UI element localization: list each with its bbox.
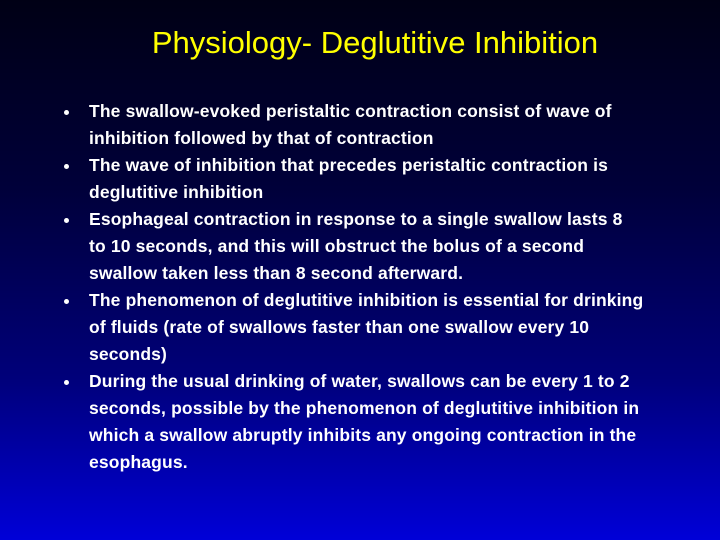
bullet-item [64,98,644,152]
slide-title: Physiology- Deglutitive Inhibition [151,25,599,60]
bullet-dot-icon [64,110,69,115]
bullet-text: The wave of inhibition that precedes peristaltic contraction is deglutitive inhibition [89,155,608,202]
bullet-dot-icon [64,164,69,169]
bullet-item [64,287,644,368]
bullet-item [64,368,644,476]
bullet-item [64,152,644,206]
bullet-dot-icon [64,218,69,223]
bullet-item [64,206,644,287]
bullet-text: During the usual drinking of water, swallows can be every 1 to 2 seconds, possible by the phenomenon of deglutitive inhibition in which a swallow abruptly inhibits any ongoing contraction in the esophagus. [89,371,640,472]
bullet-dot-icon [64,299,69,304]
bullet-dot-icon [64,380,69,385]
bullet-text: The swallow-evoked peristaltic contraction consist of wave of inhibition followed by that of contraction [89,101,612,148]
bullet-text: The phenomenon of deglutitive inhibition is essential for drinking of fluids (rate of swallows faster than one swallow every 10 seconds) [89,290,644,364]
bullet-text: Esophageal contraction in response to a single swallow lasts 8 to 10 seconds, and this will obstruct the bolus of a second swallow taken less than 8 second afterward. [89,209,623,283]
bullet-list [64,98,644,476]
